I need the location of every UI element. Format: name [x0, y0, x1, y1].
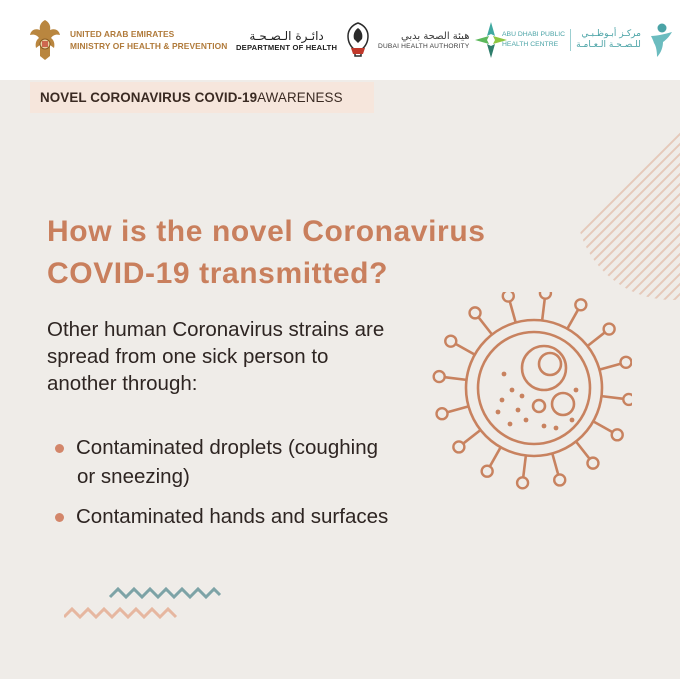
intro-line3: another through: [47, 372, 198, 395]
virus-dot [524, 418, 529, 423]
virus-spike [587, 332, 604, 346]
diagonal-hatch-decoration [572, 112, 680, 312]
bullet-dot-icon [55, 513, 64, 522]
virus-dot [500, 398, 505, 403]
virus-spike [593, 421, 612, 432]
abu-dhabi-public-health-centre-logo[interactable] [502, 14, 675, 66]
title-line2: COVID-19 transmitted? [47, 257, 388, 290]
adphc-arabic [576, 29, 641, 51]
header-bar [0, 0, 680, 80]
virus-spike-knob [623, 394, 632, 405]
virus-spike [445, 377, 467, 380]
virus-spike [478, 317, 492, 334]
virus-vesicle [552, 393, 574, 415]
virus-spike [523, 456, 526, 478]
adphc-english-line1: ABU DHABI PUBLIC [502, 31, 566, 38]
virus-spike [599, 364, 620, 370]
doh-logo-arabic: دائـرة الـصـحـة [249, 28, 324, 43]
dha-logo-text [378, 31, 469, 50]
virus-dot [554, 426, 559, 431]
virus-dot [508, 422, 513, 427]
department-of-health-logo[interactable] [236, 14, 373, 66]
awareness-banner [30, 82, 374, 113]
virus-spike [567, 310, 578, 329]
bullet-1-line2: or sneezing) [77, 465, 190, 488]
virus-spike-knob [604, 324, 615, 335]
adphc-divider [570, 29, 571, 51]
virus-dot [516, 408, 521, 413]
falcon-emblem-icon [28, 18, 62, 62]
virus-spike [576, 441, 590, 458]
virus-dot [574, 388, 579, 393]
list-item [52, 502, 472, 531]
virus-spike-knob [575, 299, 586, 310]
virus-spike-knob [434, 371, 445, 382]
intro-paragraph [47, 316, 467, 397]
adphc-logo-text [502, 29, 641, 51]
virus-spike [602, 396, 624, 399]
uae-logo-text [62, 28, 227, 52]
virus-spike [552, 453, 558, 474]
bullet-dot-icon [55, 444, 64, 453]
virus-dot [510, 388, 515, 393]
adphc-arabic-line1: مركـز أبـوظـبـي [581, 29, 641, 39]
person-figure-icon [645, 20, 675, 60]
list-item [52, 433, 472, 491]
doh-logo-text [236, 29, 337, 52]
intro-line2: spread from one sick person to [47, 345, 329, 368]
intro-line1: Other human Coronavirus strains are [47, 318, 385, 341]
virus-spike-knob [540, 292, 551, 299]
virus-spike-knob [587, 458, 598, 469]
uae-ministry-logo[interactable] [28, 14, 227, 66]
adphc-arabic-line2: للـصـحـة الـعـامـة [576, 40, 641, 50]
page-title [47, 211, 587, 295]
virus-dot [520, 394, 525, 399]
virus-spike-knob [437, 408, 448, 419]
virus-vesicle-small [533, 400, 545, 412]
virus-spike-knob [445, 336, 456, 347]
doh-logo-english: DEPARTMENT OF HEALTH [236, 42, 338, 52]
adphc-english [502, 30, 565, 50]
virus-spike [447, 406, 468, 412]
virus-spike-knob [620, 357, 631, 368]
bullet-1-line1: Contaminated droplets (coughing [76, 436, 378, 459]
virus-spike-knob [517, 477, 528, 488]
banner-normal-text: AWARENESS [257, 90, 343, 105]
virus-spike-knob [453, 441, 464, 452]
virus-dot [542, 424, 547, 429]
virus-spike [463, 430, 480, 444]
zigzag-decoration [64, 585, 224, 625]
title-line1: How is the novel Coronavirus [47, 215, 486, 248]
virus-dot [496, 410, 501, 415]
uae-logo-line1: UNITED ARAB EMIRATES [70, 29, 175, 39]
banner-bold-text: NOVEL CORONAVIRUS COVID-19 [40, 90, 258, 105]
bullet-2-line1: Contaminated hands and surfaces [76, 505, 389, 528]
virus-icon [432, 292, 632, 492]
dha-logo-english: DUBAI HEALTH AUTHORITY [378, 42, 470, 50]
adphc-english-line2: HEALTH CENTRE [502, 41, 559, 48]
virus-spike [456, 344, 475, 355]
virus-spike [510, 301, 516, 322]
virus-nucleus-inner [539, 353, 561, 375]
transmission-list [52, 433, 472, 531]
virus-dot [502, 372, 507, 377]
virus-spike-knob [470, 307, 481, 318]
dha-logo-arabic: هيئة الصحة بدبي [400, 30, 470, 42]
virus-spike-knob [503, 292, 514, 302]
virus-dot [570, 418, 575, 423]
abu-dhabi-emblem-icon [343, 20, 373, 60]
virus-spike [542, 299, 545, 321]
virus-spike-knob [482, 466, 493, 477]
virus-spike-knob [612, 429, 623, 440]
virus-spike [490, 447, 501, 466]
dubai-health-authority-logo[interactable] [378, 14, 509, 66]
virus-spike-knob [554, 474, 565, 485]
uae-logo-line2: MINISTRY OF HEALTH & PREVENTION [70, 41, 228, 51]
